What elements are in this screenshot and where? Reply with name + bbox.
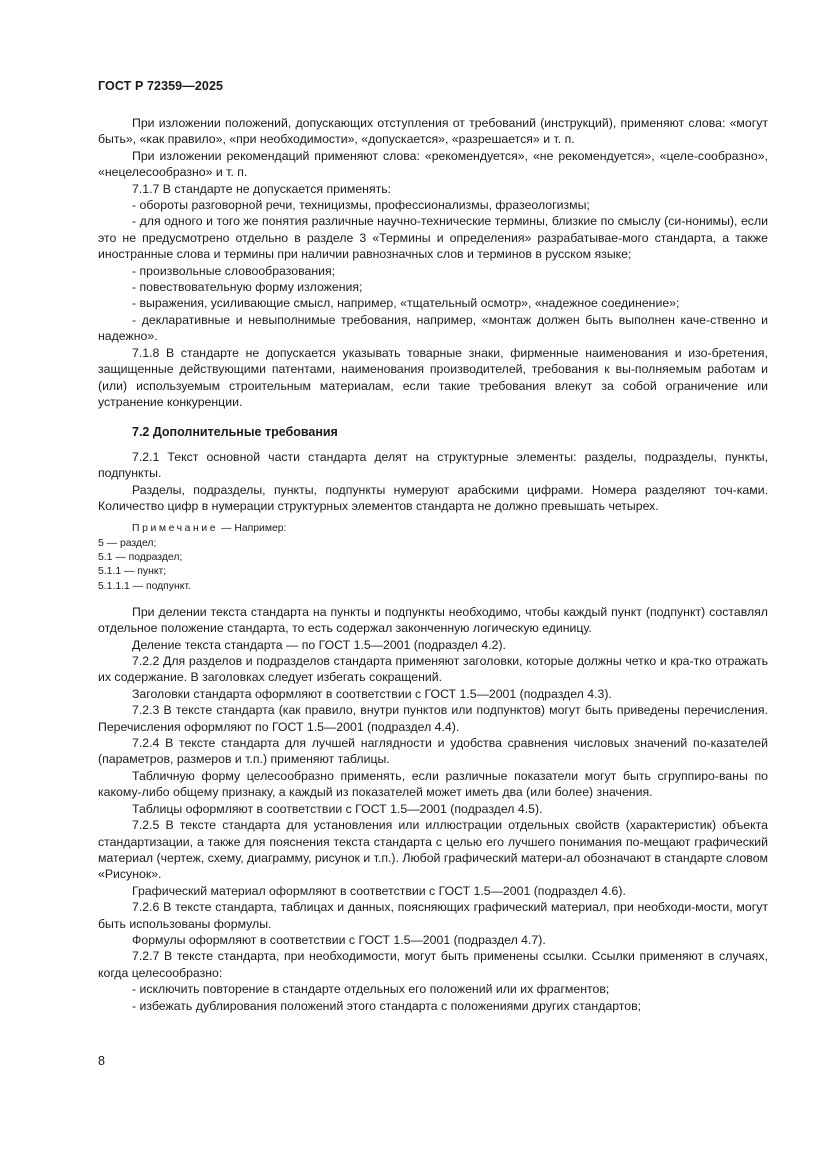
document-header: ГОСТ Р 72359—2025: [98, 79, 224, 93]
paragraph: Заголовки стандарта оформляют в соответствии с ГОСТ 1.5—2001 (подраздел 4.3).: [132, 686, 612, 701]
paragraph: 7.2.2 Для разделов и подразделов стандарта применяют заголовки, которые должны четко и кра-тко отражать их содержание. В заголовках следует избегать сокращений.: [98, 654, 768, 685]
list-item: - произвольные словообразования;: [132, 263, 336, 278]
list-item: - обороты разговорной речи, техницизмы, профессионализмы, фразеологизмы;: [132, 198, 590, 213]
note-line: 5.1.1 — пункт;: [98, 566, 167, 578]
list-item: - для одного и того же понятия различные научно-технические термины, близкие по смыслу (си-нонимы), если это не предусмотрено отдельно в разделе 3 «Термины и определения» разрабатывае-мого стандарта, а также иностранные слова и термины при наличии равнозначных слов и терминов в русском языке;: [98, 214, 768, 262]
paragraph: 7.2.4 В тексте стандарта для лучшей наглядности и удобства сравнения числовых значений по-казателей (параметров, размеров и т.п.) применяют таблицы.: [98, 736, 768, 767]
list-item: - исключить повторение в стандарте отдельных его положений или их фрагментов;: [132, 982, 610, 997]
paragraph: Таблицы оформляют в соответствии с ГОСТ 1.5—2001 (подраздел 4.5).: [132, 801, 543, 816]
paragraph: Разделы, подразделы, пункты, подпункты нумеруют арабскими цифрами. Номера разделяют точ-ками. Количество цифр в нумерации структурных элементов стандарта не должно превышать четырех.: [98, 482, 768, 513]
paragraph: Графический материал оформляют в соответствии с ГОСТ 1.5—2001 (подраздел 4.6).: [132, 883, 626, 898]
note-line: 5.1 — подраздел;: [98, 551, 183, 563]
text-block-b: [98, 449, 768, 515]
paragraph: 7.2.7 В тексте стандарта, при необходимости, могут быть применены ссылки. Ссылки применяют в случаях, когда целесообразно:: [98, 949, 768, 980]
paragraph: Деление текста стандарта — по ГОСТ 1.5—2001 (подраздел 4.2).: [132, 637, 506, 652]
list-item: - повествовательную форму изложения;: [132, 280, 363, 295]
note-label: Примечание: [132, 523, 219, 535]
paragraph: Формулы оформляют в соответствии с ГОСТ 1.5—2001 (подраздел 4.7).: [132, 932, 546, 947]
note-block: [98, 522, 768, 593]
paragraph: Табличную форму целесообразно применять, если различные показатели могут быть сгруппиро-ваны по какому-либо общему признаку, а каждый из показателей может иметь два (или более) значения.: [98, 768, 768, 800]
paragraph: 7.2.1 Текст основной части стандарта делят на структурные элементы: разделы, подразделы, пункты, подпункты.: [98, 449, 768, 481]
list-item: - выражения, усиливающие смысл, например, «тщательный осмотр», «надежное соединение»;: [132, 296, 680, 311]
section-heading: 7.2 Дополнительные требования: [132, 425, 338, 440]
note-title: [98, 522, 768, 536]
note-line: 5.1.1.1 — подпункт.: [98, 580, 191, 592]
paragraph: 7.2.6 В тексте стандарта, таблицах и данных, поясняющих графический материал, при необходи-мости, могут быть использованы формулы.: [98, 900, 768, 931]
paragraph: При изложении положений, допускающих отступления от требований (инструкций), применяют слова: «могут быть», «как правило», «при необходимости», «допускается», «разрешается» и т. п.: [98, 116, 768, 147]
list-item: - избежать дублирования положений этого стандарта с положениями других стандартов;: [132, 998, 642, 1013]
text-block-c: [98, 604, 768, 1014]
paragraph: 7.1.7 В стандарте не допускается применять:: [132, 181, 392, 196]
note-line: 5 — раздел;: [98, 537, 157, 549]
paragraph: 7.2.3 В тексте стандарта (как правило, внутри пунктов или подпунктов) могут быть приведены перечисления. Перечисления оформляют по ГОСТ 1.5—2001 (подраздел 4.4).: [98, 703, 768, 734]
page-content: [98, 115, 768, 1014]
paragraph: При делении текста стандарта на пункты и подпункты необходимо, чтобы каждый пункт (подпункт) составлял отдельное положение стандарта, то есть содержал законченную логическую единицу.: [98, 604, 768, 636]
paragraph: 7.2.5 В тексте стандарта для установления или иллюстрации отдельных свойств (характеристик) объекта стандартизации, а также для пояснения текста стандарта с целью его лучшего понимания по-мещают графический материал (чертеж, схему, диаграмму, рисунок и т.п.). Любой графический матери-ал обозначают в стандарте словом «Рисунок».: [98, 818, 768, 882]
note-text: — Например:: [218, 523, 287, 535]
text-block-a: [98, 115, 768, 410]
list-item: - декларативные и невыполнимые требования, например, «монтаж должен быть выполнен каче-ственно и надежно».: [98, 312, 768, 344]
page-number: 8: [98, 1054, 105, 1068]
paragraph: При изложении рекомендаций применяют слова: «рекомендуется», «не рекомендуется», «целе-сообразно», «нецелесообразно» и т. п.: [98, 148, 768, 180]
paragraph: 7.1.8 В стандарте не допускается указывать товарные знаки, фирменные наименования и изо-бретения, защищенные действующими патентами, наименования производителей, требования к вы-полняемым работам и (или) используемым строительным материалам, если такие требования влекут за собой ограничение или устранение конкуренции.: [98, 345, 768, 409]
